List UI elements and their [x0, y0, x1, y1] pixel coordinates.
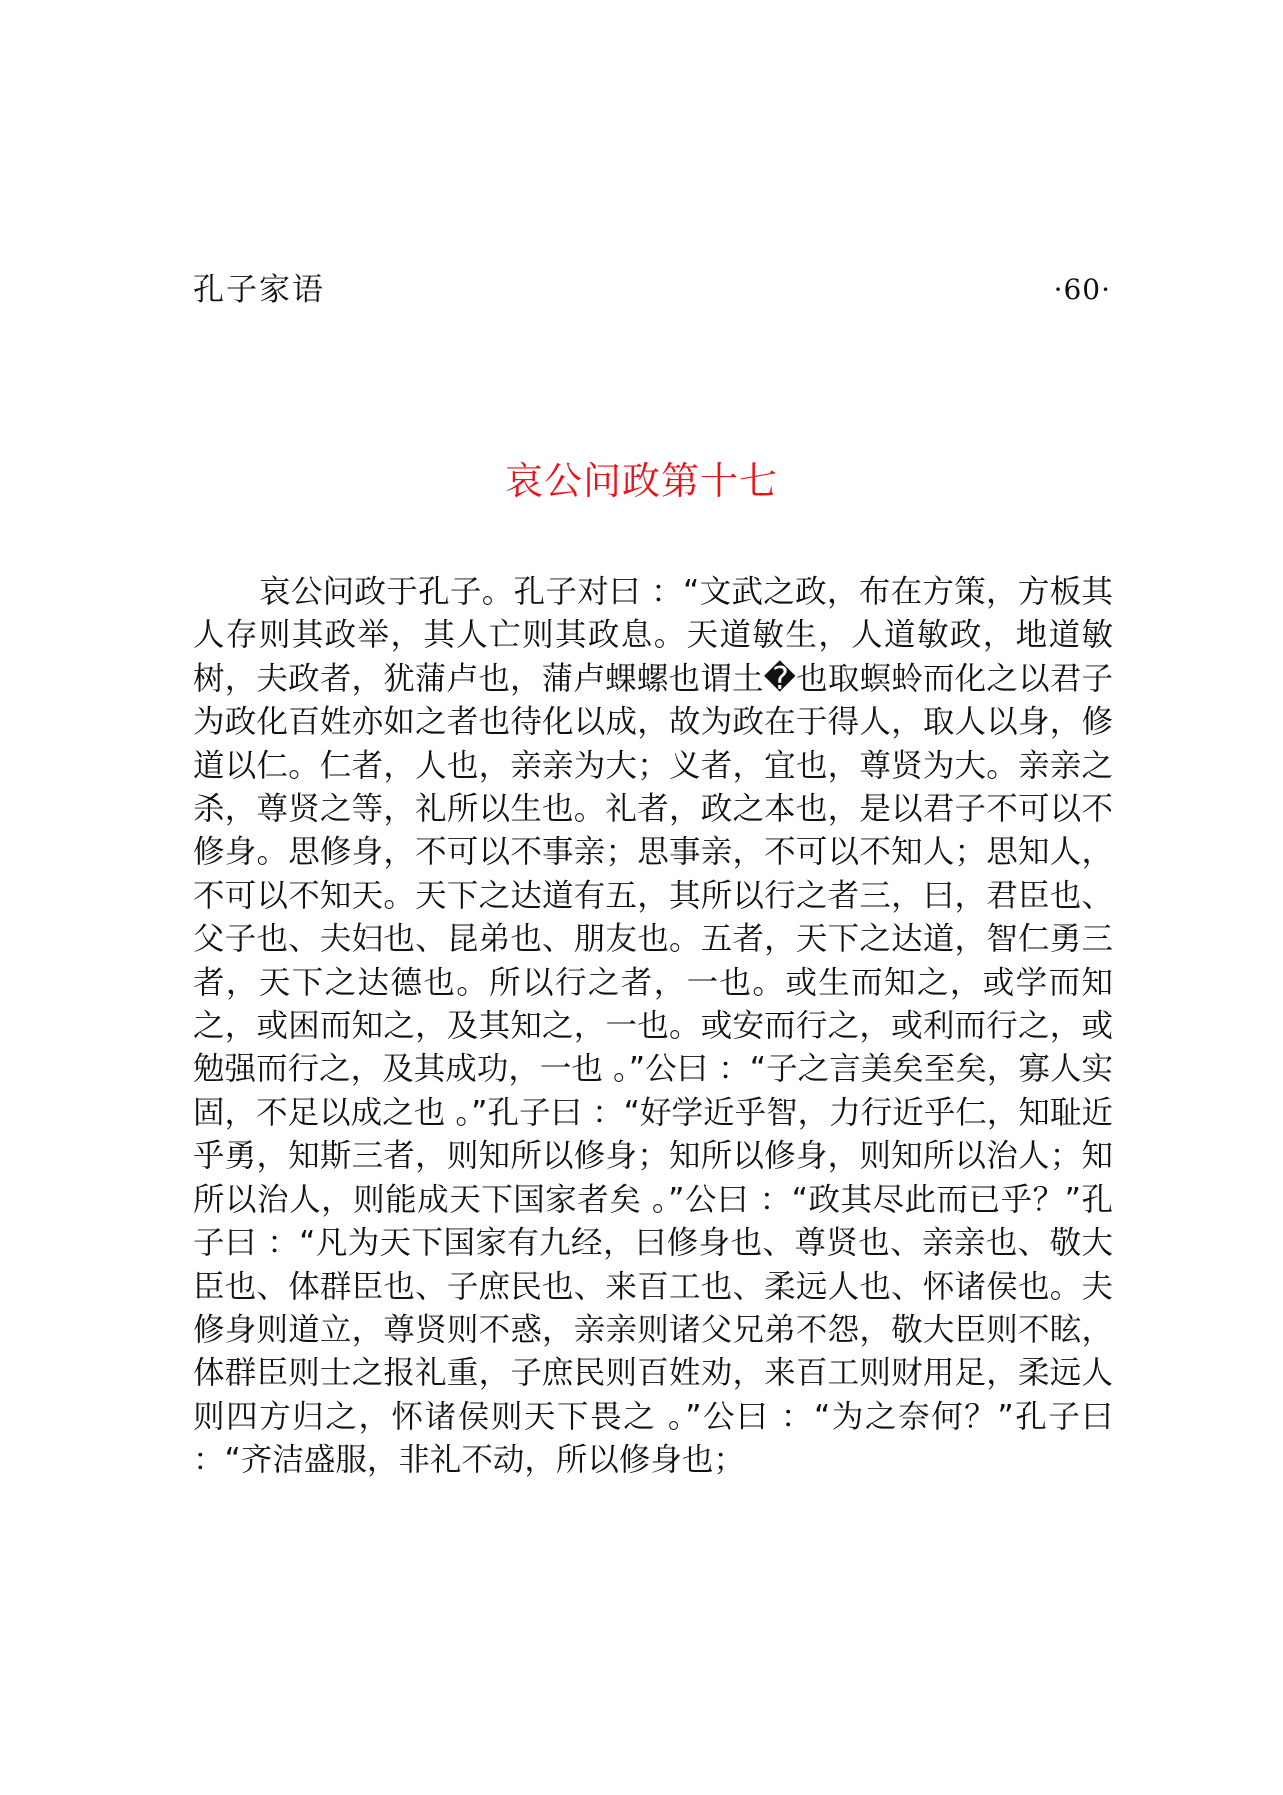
- page-number: ·60·: [1053, 273, 1111, 306]
- body-paragraph: 哀公问政于孔子。孔子对曰 ：“文武之政，布在方策，方板其人存则其政举，其人亡则其政息。天道敏生，人道敏政，地道敏树，夫政者，犹蒲卢也，蒲卢蜾螺也谓土�也取螟蛉而化之以君子为政化百姓亦如之者也待化以成，故为政在于得人，取人以身，修道以仁。仁者，人也，亲亲为大；义者，宜也，尊贤为大。亲亲之杀，尊贤之等，礼所以生也。礼者，政之本也，是以君子不可以不修身。思修身，不可以不事亲；思事亲，不可以不知人；思知人，不可以不知天。天下之达道有五，其所以行之者三，曰，君臣也、父子也、夫妇也、昆弟也、朋友也。五者，天下之达道，智仁勇三者，天下之达德也。所以行之者，一也。或生而知之，或学而知之，或困而知之，及其知之，一也。或安而行之，或利而行之，或勉强而行之，及其成功，一也 。”公曰 ：“子之言美矣至矣，寡人实固，不足以成之也 。”孔子曰 ：“好学近乎智，力行近乎仁，知耻近乎勇，知斯三者，则知所以修身；知所以修身，则知所以治人；知所以治人，则能成天下国家者矣 。”公曰 ：“政其尽此而已乎？”孔子曰 ：“凡为天下国家有九经，曰修身也、尊贤也、亲亲也、敬大臣也、体群臣也、子庶民也、来百工也、柔远人也、怀诸侯也。夫修身则道立，尊贤则不惑，亲亲则诸父兄弟不怨，敬大臣则不眩，体群臣则士之报礼重，子庶民则百姓劝，来百工则财用足，柔远人则四方归之，怀诸侯则天下畏之 。”公曰 ：“为之奈何？”孔子曰 ：“齐洁盛服，非礼不动，所以修身也；: [193, 574, 1113, 1479]
- chapter-title: 哀公问政第十七: [504, 459, 778, 503]
- book-title: 孔子家语: [193, 272, 325, 308]
- running-header: [193, 270, 1111, 310]
